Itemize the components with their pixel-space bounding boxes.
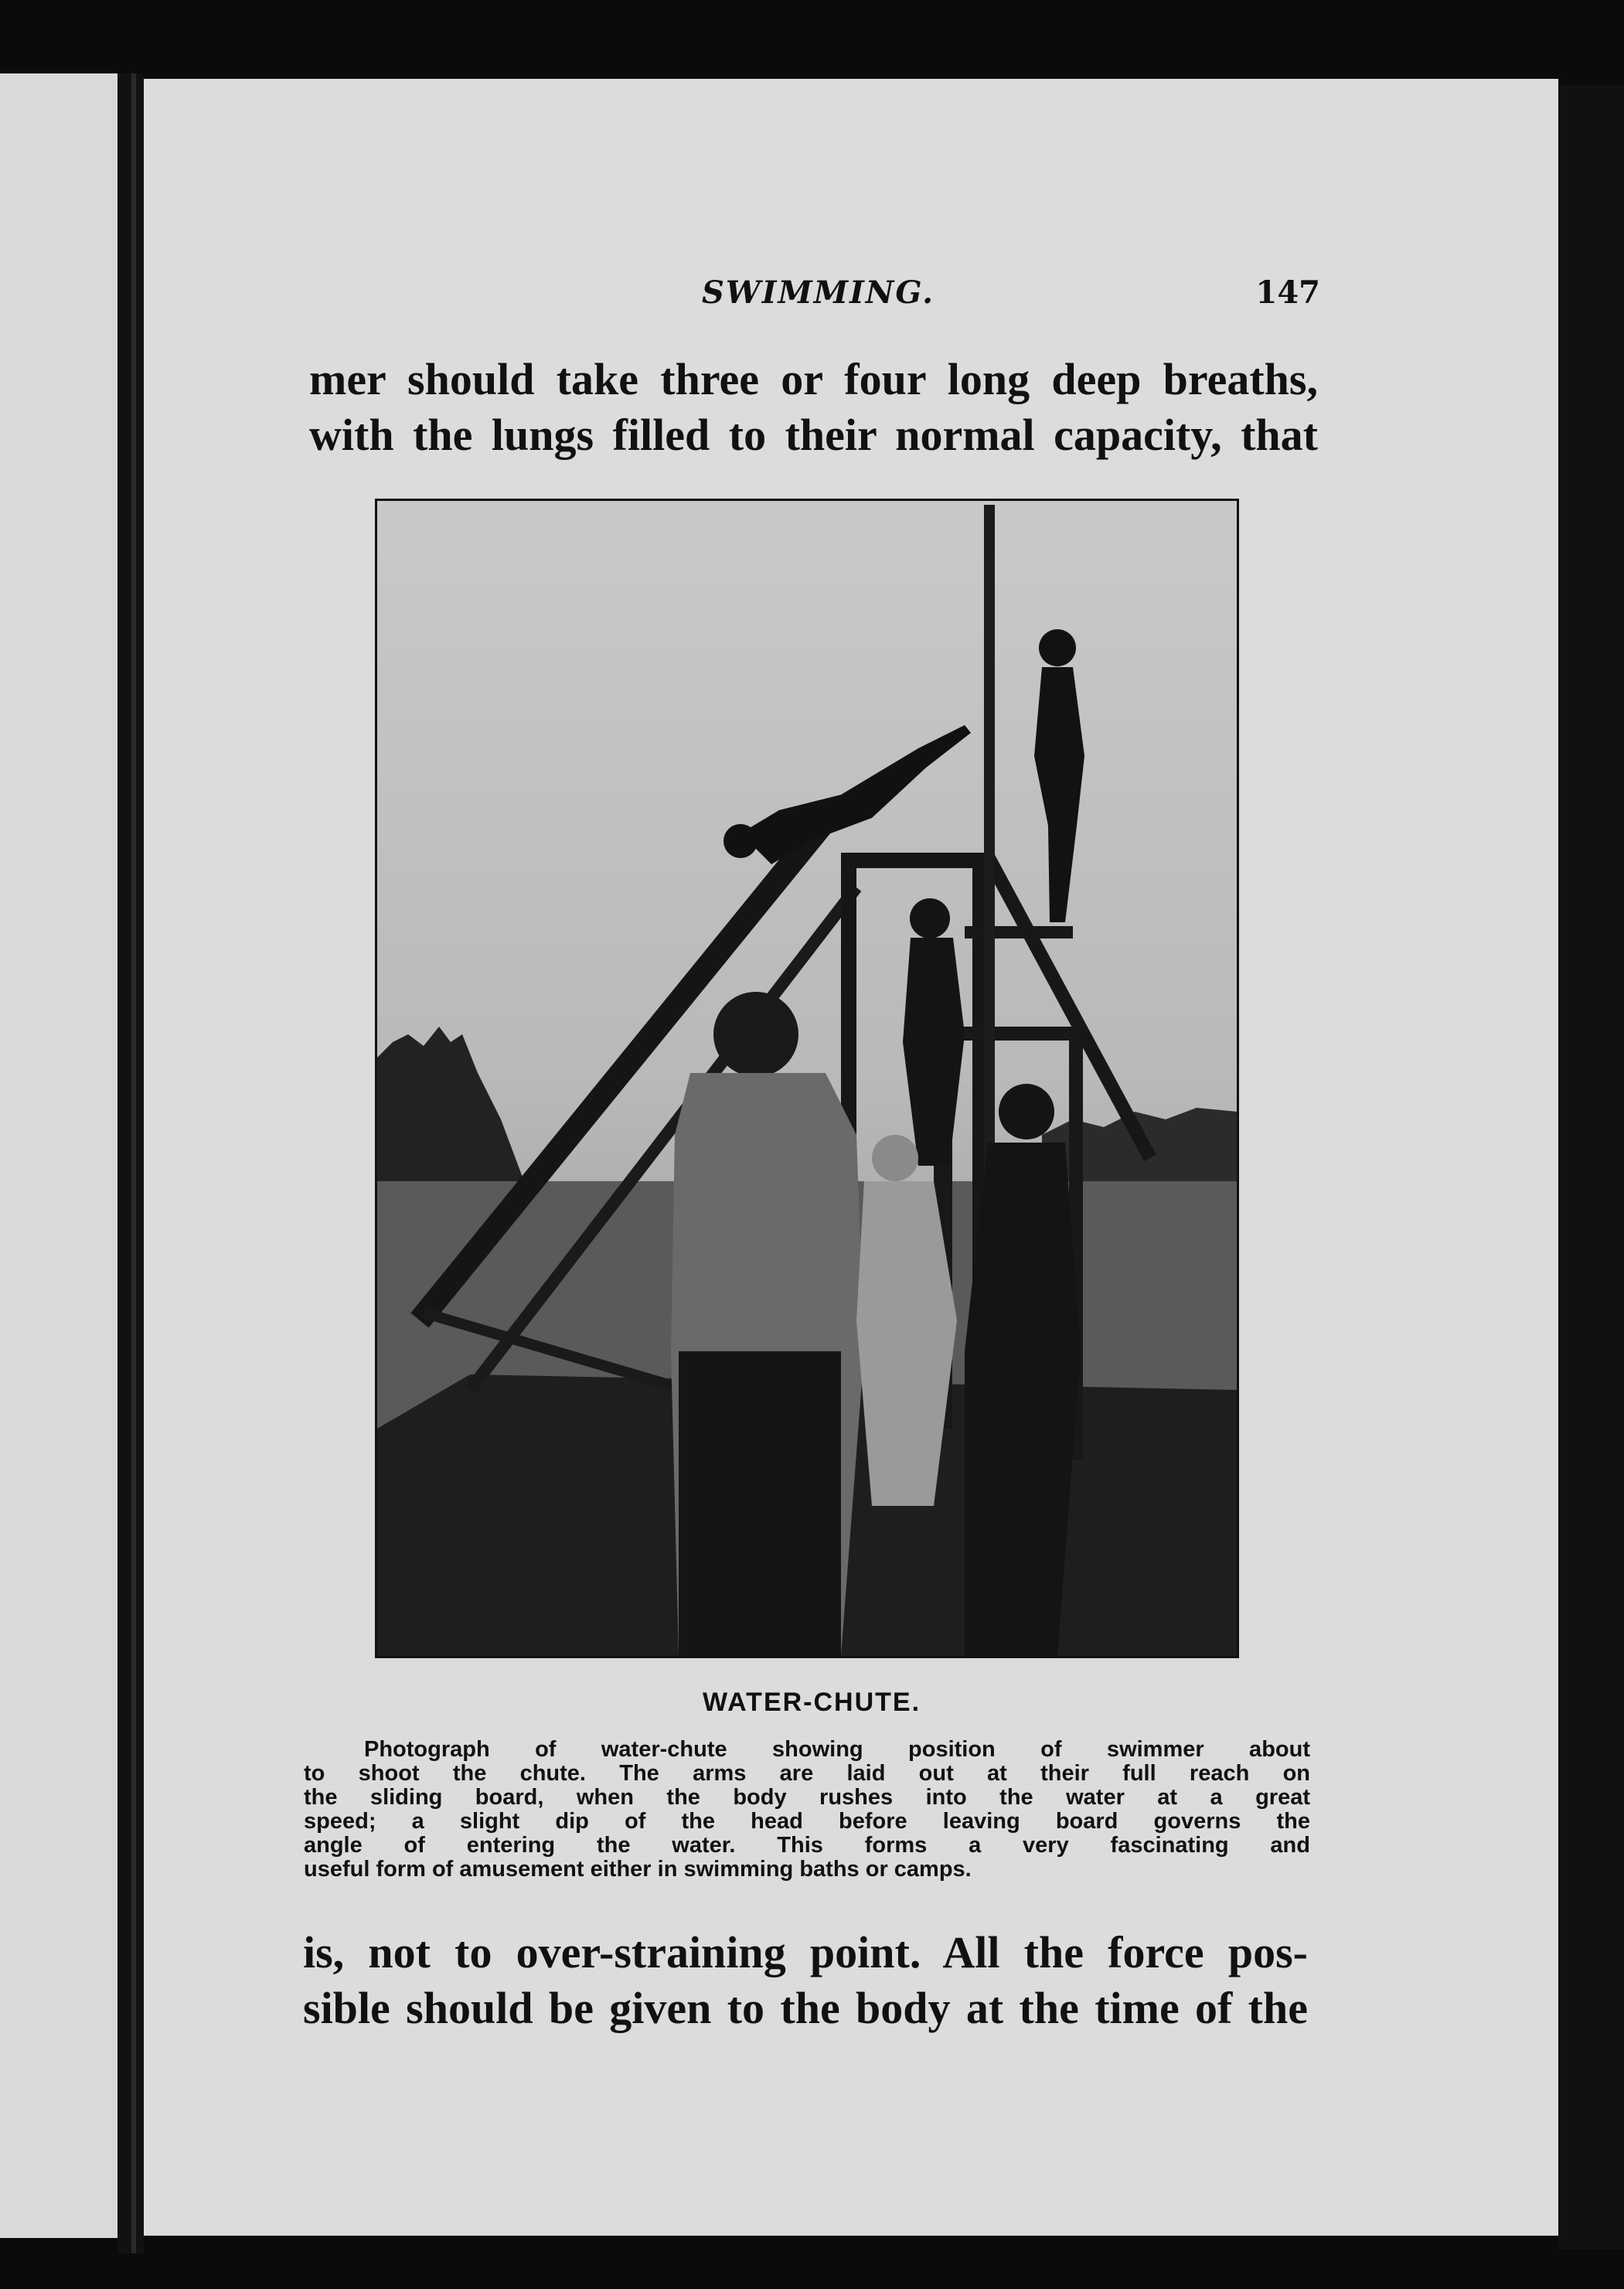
man-head <box>713 992 798 1077</box>
caption-line: the sliding board, when the body rushes into the water at a great <box>304 1785 1310 1810</box>
figure-caption <box>304 1738 1310 1882</box>
gutter-shadow <box>131 73 136 2253</box>
page-number: 147 <box>1255 274 1320 311</box>
caption-line: to shoot the chute. The arms are laid out at their full reach on <box>304 1761 1310 1786</box>
book-gutter <box>117 73 144 2253</box>
caption-line: Photograph of water-chute showing position of swimmer about <box>364 1737 1310 1762</box>
text-line: mer should take three or four long deep breaths, <box>309 354 1318 404</box>
figure-caption-title: WATER-CHUTE. <box>702 1688 921 1717</box>
text-line: sible should be given to the body at the time of the <box>303 1983 1308 2033</box>
figure-right <box>965 1143 1081 1656</box>
child-head <box>872 1135 918 1181</box>
man-trousers <box>679 1351 841 1656</box>
photo-illustration <box>377 501 1237 1656</box>
caption-line: angle of entering the water. This forms a very fascinating and <box>304 1833 1310 1858</box>
facing-page-edge <box>0 73 117 2238</box>
figure-head <box>999 1084 1054 1139</box>
boy-head <box>1039 629 1076 666</box>
running-title: SWIMMING. <box>702 274 935 311</box>
body-text-top <box>309 352 1318 463</box>
boy-head <box>910 898 950 938</box>
water-chute-photograph <box>375 499 1239 1658</box>
caption-line: useful form of amusement either in swimming baths or camps. <box>304 1857 972 1882</box>
page-edge-shadow <box>1558 85 1624 2250</box>
text-line: is, not to over-straining point. All the force pos- <box>303 1927 1308 1977</box>
tower-beam <box>841 853 988 868</box>
swimmer-head <box>723 824 758 858</box>
body-text-bottom <box>303 1925 1308 2036</box>
caption-line: speed; a slight dip of the head before leaving board governs the <box>304 1809 1310 1834</box>
page-header <box>618 274 1320 321</box>
text-line: with the lungs filled to their normal capacity, that <box>309 410 1318 460</box>
